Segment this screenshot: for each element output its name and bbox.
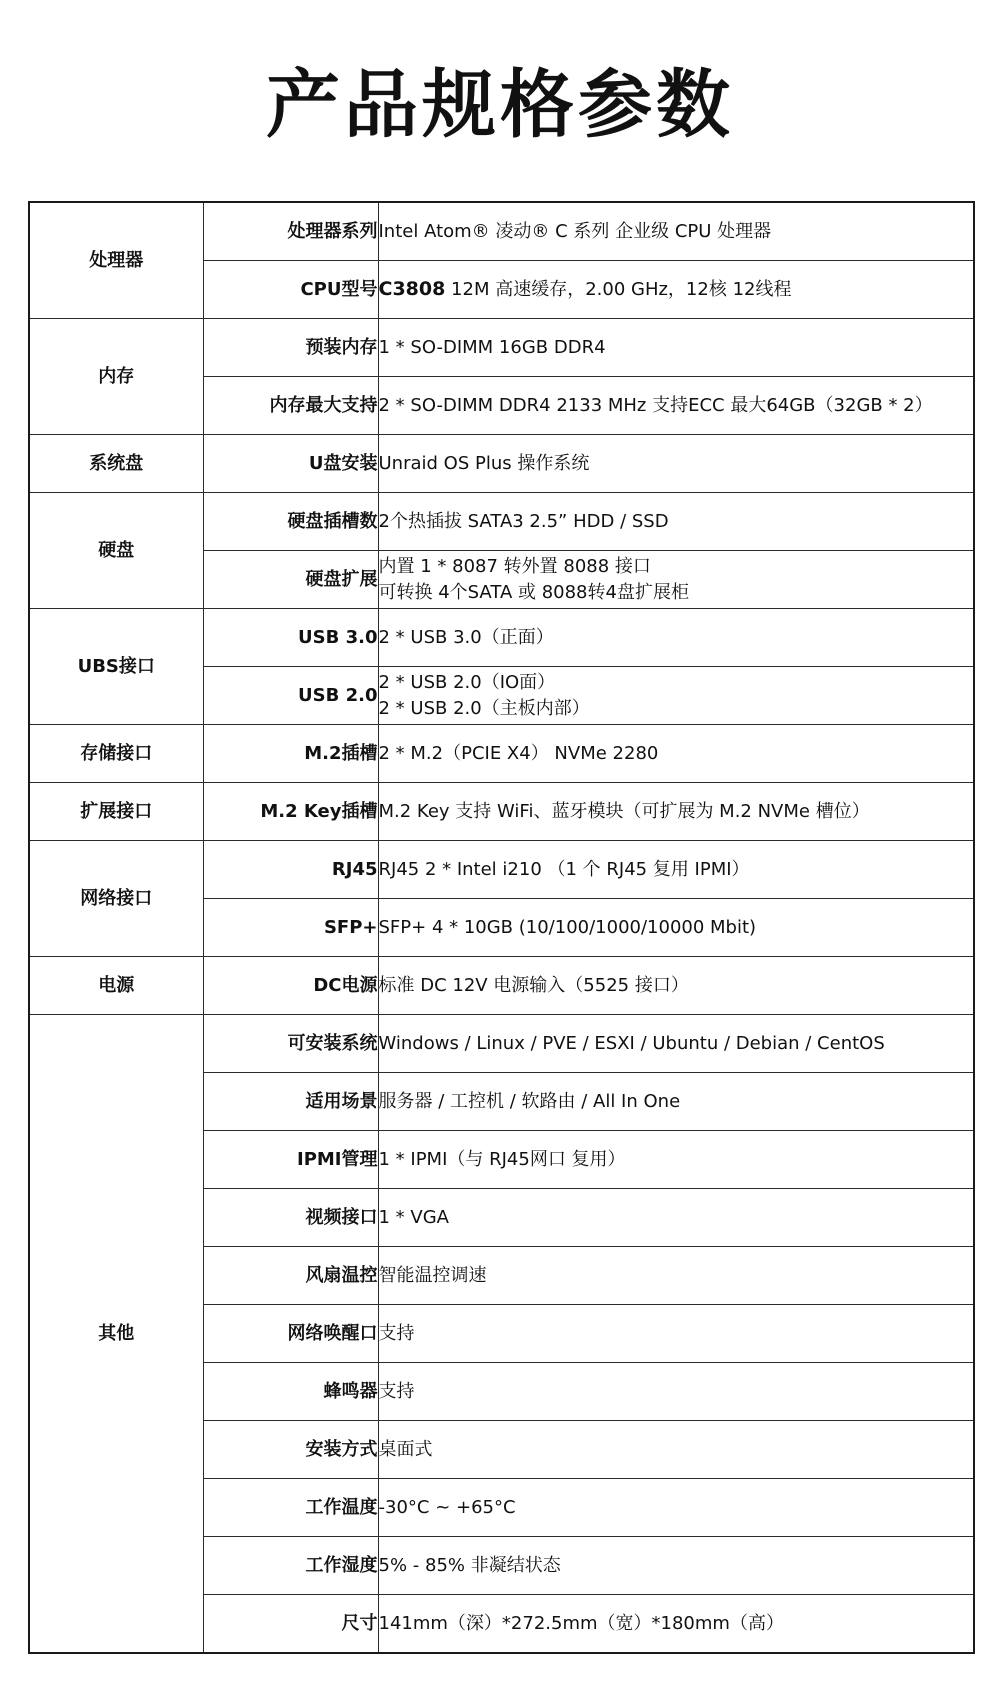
key-cell: 视频接口	[203, 1189, 378, 1247]
value-cell: 2 * M.2（PCIE X4） NVMe 2280	[378, 725, 974, 783]
key-cell: 适用场景	[203, 1073, 378, 1131]
key-cell: DC电源	[203, 957, 378, 1015]
key-cell: 处理器系列	[203, 202, 378, 261]
value-cell: 支持	[378, 1363, 974, 1421]
value-cell	[378, 261, 974, 319]
value-line: 2 * USB 2.0（主板内部）	[378, 697, 590, 719]
table-row	[29, 1015, 974, 1073]
table-row	[29, 609, 974, 667]
key-cell: USB 3.0	[203, 609, 378, 667]
value-cell: 服务器 / 工控机 / 软路由 / All In One	[378, 1073, 974, 1131]
key-cell: 风扇温控	[203, 1247, 378, 1305]
key-cell: 可安装系统	[203, 1015, 378, 1073]
value-cell: 141mm（深）*272.5mm（宽）*180mm（高）	[378, 1595, 974, 1654]
category-cell: 其他	[29, 1015, 203, 1654]
table-row	[29, 783, 974, 841]
category-cell: UBS接口	[29, 609, 203, 725]
category-cell: 存储接口	[29, 725, 203, 783]
value-cell: M.2 Key 支持 WiFi、蓝牙模块（可扩展为 M.2 NVMe 槽位）	[378, 783, 974, 841]
key-cell: 预装内存	[203, 319, 378, 377]
key-cell: 工作温度	[203, 1479, 378, 1537]
value-cell: -30°C ~ +65°C	[378, 1479, 974, 1537]
value-cell: 2个热插拔 SATA3 2.5” HDD / SSD	[378, 493, 974, 551]
value-line: 可转换 4个SATA 或 8088转4盘扩展柜	[378, 581, 689, 603]
table-row	[29, 435, 974, 493]
value-cell: 桌面式	[378, 1421, 974, 1479]
key-cell: 硬盘扩展	[203, 551, 378, 609]
category-cell: 内存	[29, 319, 203, 435]
value-cell: 智能温控调速	[378, 1247, 974, 1305]
key-cell: 工作湿度	[203, 1537, 378, 1595]
key-cell: IPMI管理	[203, 1131, 378, 1189]
value-cell: 5% - 85% 非凝结状态	[378, 1537, 974, 1595]
value-cell	[378, 551, 974, 609]
value-cell: 支持	[378, 1305, 974, 1363]
value-cell: 2 * USB 3.0（正面）	[378, 609, 974, 667]
key-cell: RJ45	[203, 841, 378, 899]
key-cell: 尺寸	[203, 1595, 378, 1654]
category-cell: 系统盘	[29, 435, 203, 493]
value-cell: 1 * VGA	[378, 1189, 974, 1247]
table-row	[29, 202, 974, 261]
value-cell: 标准 DC 12V 电源输入（5525 接口）	[378, 957, 974, 1015]
cpu-model-detail: 12M 高速缓存，2.00 GHz，12核 12线程	[445, 279, 792, 300]
key-cell: 网络唤醒口	[203, 1305, 378, 1363]
category-cell: 扩展接口	[29, 783, 203, 841]
category-cell: 电源	[29, 957, 203, 1015]
value-cell	[378, 667, 974, 725]
key-cell: 蜂鸣器	[203, 1363, 378, 1421]
category-cell: 处理器	[29, 202, 203, 319]
category-cell: 硬盘	[29, 493, 203, 609]
table-row	[29, 493, 974, 551]
key-cell: M.2 Key插槽	[203, 783, 378, 841]
key-cell: CPU型号	[203, 261, 378, 319]
key-cell: U盘安装	[203, 435, 378, 493]
table-row	[29, 725, 974, 783]
category-cell: 网络接口	[29, 841, 203, 957]
value-cell: 2 * SO-DIMM DDR4 2133 MHz 支持ECC 最大64GB（32GB * 2）	[378, 377, 974, 435]
table-row	[29, 957, 974, 1015]
key-cell: SFP+	[203, 899, 378, 957]
table-row	[29, 841, 974, 899]
page-title: 产品规格参数	[266, 62, 734, 148]
value-line: 内置 1 * 8087 转外置 8088 接口	[378, 555, 651, 577]
value-cell: Windows / Linux / PVE / ESXI / Ubuntu / Debian / CentOS	[378, 1015, 974, 1073]
key-cell: USB 2.0	[203, 667, 378, 725]
value-cell: RJ45 2 * Intel i210 （1 个 RJ45 复用 IPMI）	[378, 841, 974, 899]
value-cell: Unraid OS Plus 操作系统	[378, 435, 974, 493]
spec-table	[28, 201, 975, 1654]
key-cell: 硬盘插槽数	[203, 493, 378, 551]
table-row	[29, 319, 974, 377]
key-cell: 安装方式	[203, 1421, 378, 1479]
value-line: 2 * USB 2.0（IO面）	[378, 671, 556, 693]
value-cell: SFP+ 4 * 10GB (10/100/1000/10000 Mbit)	[378, 899, 974, 957]
value-cell: 1 * SO-DIMM 16GB DDR4	[378, 319, 974, 377]
value-cell: 1 * IPMI（与 RJ45网口 复用）	[378, 1131, 974, 1189]
key-cell: M.2插槽	[203, 725, 378, 783]
cpu-model-bold: C3808	[378, 278, 446, 300]
key-cell: 内存最大支持	[203, 377, 378, 435]
value-cell: Intel Atom® 凌动® C 系列 企业级 CPU 处理器	[378, 202, 974, 261]
